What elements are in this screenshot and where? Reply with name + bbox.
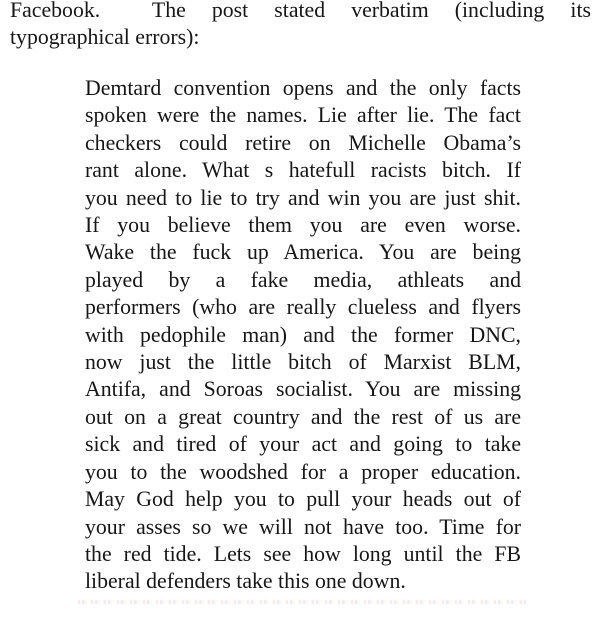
quoted-post-line: Demtard convention opens and the only facts (85, 76, 521, 100)
quoted-post-line: Wake the fuck up America. You are being (85, 240, 521, 265)
quoted-post-line: the red tide. Lets see how long until the FB (85, 541, 521, 566)
quoted-post-line: performers (who are really clueless and flyers (85, 295, 521, 320)
quoted-post-line: liberal defenders take this one down. (85, 569, 406, 594)
intro-paragraph (10, 0, 591, 52)
quoted-post-line: your asses so we will not have too. Time for (85, 514, 521, 539)
intro-text-line-1: Facebook. The post stated verbatim (including its (10, 0, 591, 22)
quoted-post-line: you need to lie to try and win you are just shit. (85, 185, 521, 210)
quoted-facebook-post-block (85, 75, 521, 596)
quoted-post-line: with pedophile man) and the former DNC, (85, 322, 521, 347)
intro-text-line-2: typographical errors): (10, 25, 200, 50)
quoted-post-line: spoken were the names. Lie after lie. The fact (85, 103, 521, 128)
quoted-post-line: checkers could retire on Michelle Obama’s (85, 130, 521, 155)
quoted-post-line: May God help you to pull your heads out of (85, 487, 521, 512)
quoted-post-line: you to the woodshed for a proper education. (85, 459, 521, 484)
quoted-post-line: rant alone. What s hatefull racists bitch. If (85, 158, 521, 183)
quoted-post-line: If you believe them you are even worse. (85, 213, 521, 238)
quoted-post-line: played by a fake media, athleats and (85, 267, 521, 292)
quoted-post-line: Antifa, and Soroas socialist. You are missing (85, 377, 521, 402)
quoted-post-line: now just the little bitch of Marxist BLM, (85, 350, 521, 375)
quoted-post-line: sick and tired of your act and going to take (85, 432, 521, 457)
quoted-post-line: out on a great country and the rest of us are (85, 404, 521, 429)
cropped-next-line-artifact (78, 600, 526, 604)
